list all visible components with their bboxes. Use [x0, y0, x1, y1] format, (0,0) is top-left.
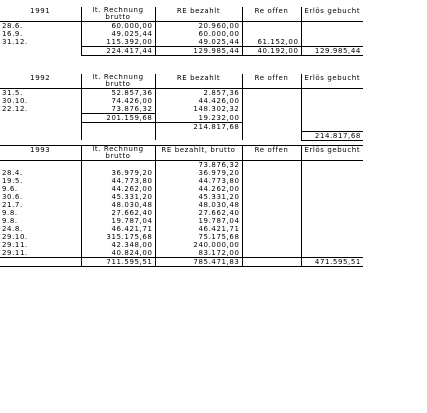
amount-cell: 44.262,00	[155, 185, 242, 193]
amount-cell	[301, 38, 363, 47]
amount-cell	[301, 89, 363, 98]
total-cell: 471.595,51	[301, 257, 363, 266]
amount-cell: 27.662,40	[155, 209, 242, 217]
amount-cell	[242, 97, 301, 105]
amount-cell: 48.030,48	[81, 201, 155, 209]
amount-cell: 42.348,00	[81, 241, 155, 249]
subtotal-cell: 214.817,68	[155, 123, 242, 132]
empty-cell	[0, 131, 81, 140]
header-row	[0, 74, 363, 89]
amount-cell	[301, 241, 363, 249]
totals-row	[0, 131, 363, 140]
amount-cell	[301, 97, 363, 105]
date-cell: 28.6.	[2, 22, 23, 30]
amount-cell: 49.025,44	[81, 30, 155, 38]
amount-cell: 61.152,00	[242, 38, 301, 47]
table-row	[0, 114, 363, 123]
table-row	[0, 97, 363, 105]
amount-cell: 75.175,68	[155, 233, 242, 241]
empty-cell	[0, 160, 81, 169]
total-cell: 201.159,68	[81, 114, 155, 123]
amount-cell: 19.787,04	[155, 217, 242, 225]
revenue-header: Erlös gebucht	[301, 145, 363, 160]
amount-cell: 20.960,00	[155, 22, 242, 31]
empty-cell	[242, 123, 301, 132]
empty-cell	[0, 123, 81, 132]
year-block-1992	[0, 74, 363, 141]
amount-cell: 44.773,80	[81, 177, 155, 185]
empty-cell	[301, 160, 363, 169]
amount-cell: 2.857,36	[155, 89, 242, 98]
paid-header: RE bezahlt	[155, 74, 242, 89]
paid-header: RE bezahlt, brutto	[155, 145, 242, 160]
date-cell: 16.9.	[2, 30, 23, 38]
amount-cell	[242, 217, 301, 225]
amount-cell	[301, 217, 363, 225]
amount-cell: 240.000,00	[155, 241, 242, 249]
date-cell: 31.12.	[2, 38, 28, 46]
amount-cell: 315.175,68	[81, 233, 155, 241]
empty-cell	[155, 131, 242, 140]
amount-cell: 52.857,36	[81, 89, 155, 98]
paid-header: RE bezahlt	[155, 7, 242, 22]
total-cell: 214.817,68	[301, 131, 363, 140]
amount-cell: 74.426,00	[81, 97, 155, 105]
amount-cell	[242, 241, 301, 249]
open-header: Re offen	[242, 74, 301, 89]
open-header: Re offen	[242, 7, 301, 22]
amount-cell	[301, 114, 363, 123]
date-cell: 24.8.	[2, 224, 23, 233]
table-row	[0, 169, 363, 177]
table-row	[0, 233, 363, 241]
carry-cell: 73.876,32	[155, 160, 242, 169]
amount-cell	[242, 114, 301, 123]
amount-cell	[242, 177, 301, 185]
date-cell: 30.10.	[2, 97, 28, 105]
total-cell: 129.985,44	[301, 47, 363, 56]
amount-cell: 19.787,04	[81, 217, 155, 225]
amount-cell: 60.000,00	[155, 30, 242, 38]
date-cell: 21.7.	[2, 200, 23, 209]
date-cell	[0, 114, 81, 123]
date-cell: 31.5.	[2, 89, 23, 97]
amount-cell: 148.302,32	[155, 105, 242, 114]
amount-cell: 44.426,00	[155, 97, 242, 105]
empty-cell	[242, 131, 301, 140]
date-cell: 28.4.	[2, 168, 23, 177]
table-row	[0, 201, 363, 209]
amount-cell	[242, 185, 301, 193]
amount-cell	[301, 249, 363, 258]
year-block-1991	[0, 7, 363, 56]
amount-cell	[301, 201, 363, 209]
table-row	[0, 217, 363, 225]
date-cell: 29.11.	[2, 240, 28, 249]
table-row	[0, 249, 363, 258]
table-row	[0, 185, 363, 193]
amount-cell: 44.262,00	[81, 185, 155, 193]
year-header: 1991	[0, 7, 81, 22]
date-cell: 22.12.	[2, 105, 28, 113]
amount-cell	[242, 193, 301, 201]
invoice-gross-header	[81, 145, 155, 160]
amount-cell: 73.876,32	[81, 105, 155, 114]
total-cell	[242, 257, 301, 266]
table-row	[0, 38, 363, 47]
revenue-header: Erlös gebucht	[301, 74, 363, 89]
table-row	[0, 241, 363, 249]
table-row	[0, 209, 363, 217]
block-spacer	[0, 56, 363, 74]
total-cell: 785.471,83	[155, 257, 242, 266]
amount-cell	[242, 209, 301, 217]
header-label: lt. Rechnung brutto	[92, 74, 144, 88]
table-row	[0, 105, 363, 114]
spreadsheet	[0, 7, 363, 267]
open-header: Re offen	[242, 145, 301, 160]
amount-cell	[242, 22, 301, 31]
date-cell: 9.8.	[2, 208, 18, 217]
amount-cell	[242, 105, 301, 114]
amount-cell	[301, 22, 363, 31]
total-cell: 711.595,51	[81, 257, 155, 266]
amount-cell	[242, 89, 301, 98]
table-row	[0, 22, 363, 31]
amount-cell: 48.030,48	[155, 201, 242, 209]
header-label: lt. Rechnung brutto	[92, 7, 144, 21]
amount-cell	[242, 249, 301, 258]
date-cell: 29.11.	[2, 248, 28, 257]
amount-cell	[242, 225, 301, 233]
empty-cell	[81, 123, 155, 132]
table-row	[0, 30, 363, 38]
amount-cell: 44.773,80	[155, 177, 242, 185]
amount-cell	[301, 30, 363, 38]
empty-cell	[81, 160, 155, 169]
year-header: 1992	[0, 74, 81, 89]
table-row	[0, 89, 363, 98]
year-block-1993	[0, 145, 363, 267]
empty-cell	[301, 123, 363, 132]
subtotal-row	[0, 123, 363, 132]
label-cell	[0, 257, 81, 266]
amount-cell	[301, 209, 363, 217]
amount-cell: 45.331,20	[81, 193, 155, 201]
table-row	[0, 177, 363, 185]
carry-row	[0, 160, 363, 169]
total-cell: 224.417,44	[81, 47, 155, 56]
totals-row	[0, 47, 363, 56]
amount-cell: 45.331,20	[155, 193, 242, 201]
amount-cell: 40.824,00	[81, 249, 155, 258]
date-cell: 19.5.	[2, 176, 23, 185]
total-cell: 40.192,00	[242, 47, 301, 56]
amount-cell: 60.000,00	[81, 22, 155, 31]
amount-cell: 83.172,00	[155, 249, 242, 258]
amount-cell	[242, 169, 301, 177]
header-label: lt. Rechnung brutto	[92, 145, 144, 160]
amount-cell: 115.392,00	[81, 38, 155, 47]
amount-cell: 19.232,00	[155, 114, 242, 123]
amount-cell	[301, 225, 363, 233]
amount-cell	[242, 233, 301, 241]
amount-cell: 36.979,20	[155, 169, 242, 177]
label-cell	[0, 47, 81, 56]
year-header: 1993	[0, 145, 81, 160]
header-row	[0, 7, 363, 22]
table-row	[0, 225, 363, 233]
amount-cell	[301, 169, 363, 177]
date-cell: 9.6.	[2, 184, 18, 193]
amount-cell: 36.979,20	[81, 169, 155, 177]
table-row	[0, 193, 363, 201]
totals-row	[0, 257, 363, 266]
amount-cell	[242, 201, 301, 209]
amount-cell	[301, 177, 363, 185]
date-cell: 9.8.	[2, 216, 18, 225]
amount-cell	[301, 233, 363, 241]
amount-cell	[301, 105, 363, 114]
amount-cell: 46.421,71	[81, 225, 155, 233]
date-cell: 30.6.	[2, 192, 23, 201]
amount-cell	[242, 30, 301, 38]
date-cell: 29.10.	[2, 232, 28, 241]
amount-cell	[301, 193, 363, 201]
total-cell: 129.985,44	[155, 47, 242, 56]
header-row	[0, 145, 363, 160]
amount-cell	[301, 185, 363, 193]
amount-cell: 46.421,71	[155, 225, 242, 233]
empty-cell	[81, 131, 155, 140]
invoice-gross-header	[81, 74, 155, 89]
amount-cell: 27.662,40	[81, 209, 155, 217]
empty-cell	[242, 160, 301, 169]
amount-cell: 49.025,44	[155, 38, 242, 47]
invoice-gross-header	[81, 7, 155, 22]
revenue-header: Erlös gebucht	[301, 7, 363, 22]
